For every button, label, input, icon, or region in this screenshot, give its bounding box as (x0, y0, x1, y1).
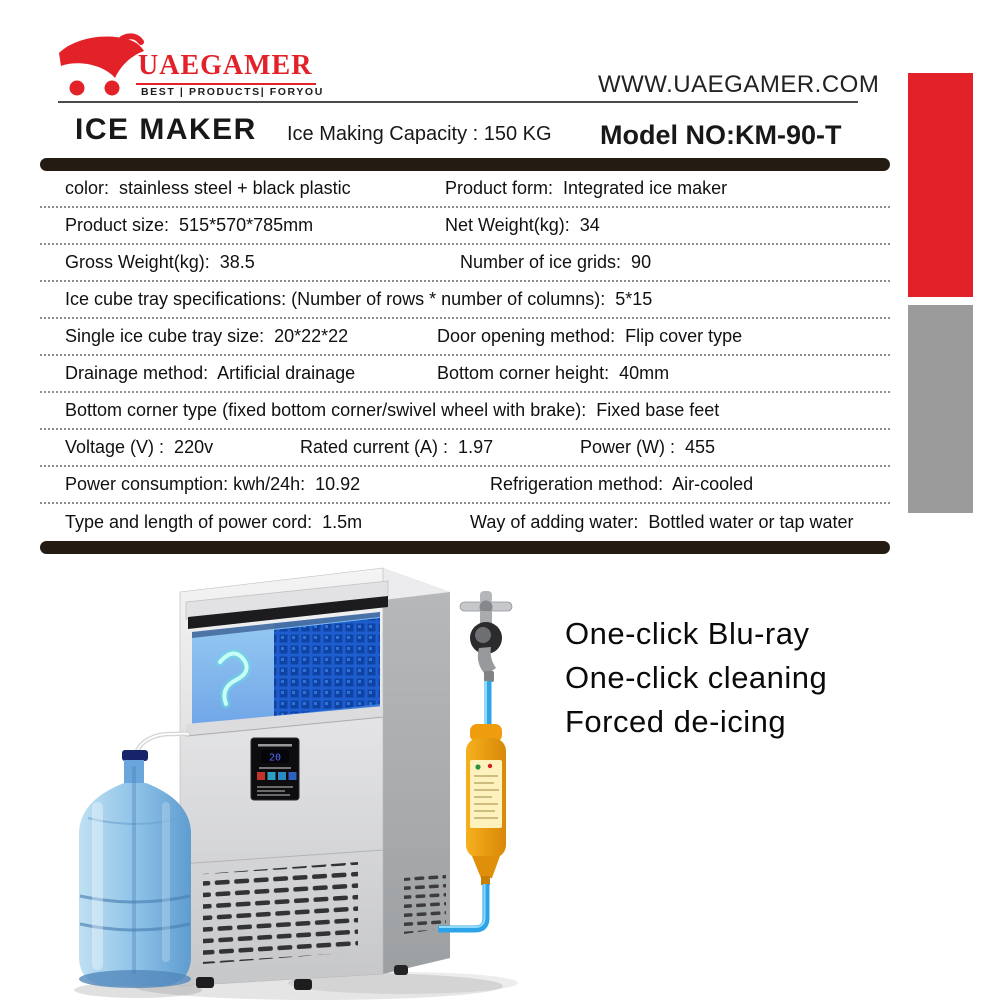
spec-cell: Refrigeration method: Air-cooled (490, 474, 754, 494)
water-bottle (79, 750, 191, 988)
gray-accent-bar (908, 305, 973, 513)
feature-list (565, 612, 827, 744)
header-divider (58, 101, 858, 103)
table-top-border (40, 158, 890, 171)
faucet (460, 591, 512, 682)
model-number: Model NO:KM-90-T (600, 120, 842, 150)
spec-cell: Power consumption: kwh/24h: 10.92 (65, 474, 361, 494)
spec-cell: Product size: 515*570*785mm (65, 215, 314, 235)
spec-cell: Bottom corner type (fixed bottom corner/swivel wheel with brake): Fixed base feet (65, 400, 720, 420)
machine-foot (294, 979, 312, 990)
spec-row-consumption (40, 467, 890, 504)
spec-cell: color: stainless steel + black plastic (65, 178, 351, 198)
brand-name: UAEGAMER (136, 50, 316, 85)
spec-cell: Net Weight(kg): 34 (445, 215, 600, 235)
spec-row-drainage (40, 356, 890, 393)
brand-tagline: BEST | PRODUCTS| FORYOU (141, 86, 324, 98)
spec-cell: Way of adding water: Bottled water or tap water (470, 512, 854, 532)
feature-cleaning: One-click cleaning (565, 660, 828, 695)
spec-row-tray-size (40, 319, 890, 356)
panel-button (289, 772, 297, 780)
control-panel (251, 738, 299, 800)
spec-cell: Gross Weight(kg): 38.5 (65, 252, 255, 272)
page-title: ICE MAKER (75, 113, 257, 146)
spec-table (40, 171, 890, 541)
spec-cell: Door opening method: Flip cover type (437, 326, 743, 346)
spec-row-color (40, 171, 890, 208)
spec-cell: Ice cube tray specifications: (Number of rows * number of columns): 5*15 (65, 289, 653, 309)
side-vent-grille (404, 874, 446, 934)
spec-cell: Drainage method: Artificial drainage (65, 363, 356, 383)
spec-cell: Voltage (V) : 220v (65, 437, 214, 457)
spec-row-corner-type (40, 393, 890, 430)
spec-cell: Bottom corner height: 40mm (437, 363, 670, 383)
panel-button (278, 772, 286, 780)
table-bottom-border (40, 541, 890, 554)
product-image (58, 556, 518, 1000)
spec-cell: Rated current (A) : 1.97 (300, 437, 494, 457)
spec-cell: Type and length of power cord: 1.5m (65, 512, 363, 532)
machine-foot (196, 977, 214, 988)
panel-button-red (257, 772, 265, 780)
filter-tube-upper (486, 681, 488, 728)
feature-de-icing: Forced de-icing (565, 704, 787, 739)
front-vent-grille (203, 862, 358, 964)
spec-cell: Product form: Integrated ice maker (445, 178, 728, 198)
temperature-display: 20 (268, 752, 282, 764)
water-filter (466, 724, 506, 885)
spec-row-tray-specs (40, 282, 890, 319)
panel-button (268, 772, 276, 780)
feature-blu-ray: One-click Blu-ray (565, 616, 810, 651)
spec-row-weight (40, 245, 890, 282)
website-url: WWW.UAEGAMER.COM (598, 71, 880, 98)
machine-foot (394, 965, 408, 975)
spec-cell: Single ice cube tray size: 20*22*22 (65, 326, 349, 346)
spec-cell: Power (W) : 455 (580, 437, 716, 457)
ice-maker-machine (180, 568, 450, 990)
spec-cell: Number of ice grids: 90 (460, 252, 652, 272)
cart-icon (56, 33, 148, 97)
spec-row-electrical (40, 430, 890, 467)
red-accent-bar (908, 73, 973, 297)
capacity-text: Ice Making Capacity : 150 KG (287, 123, 552, 145)
spec-row-power-cord (40, 504, 890, 541)
spec-row-size (40, 208, 890, 245)
